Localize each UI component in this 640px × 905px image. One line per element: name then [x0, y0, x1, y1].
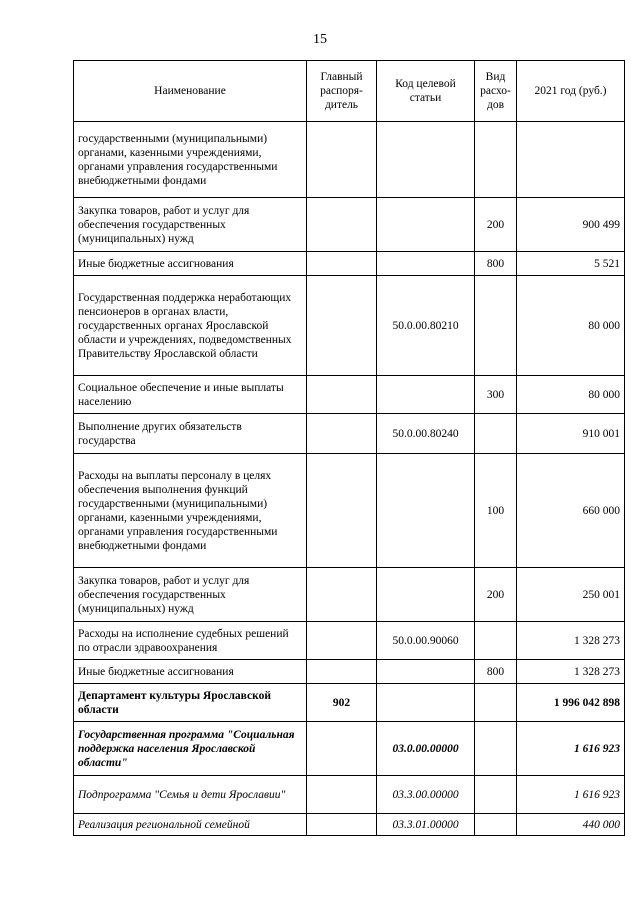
cell-target	[377, 122, 475, 198]
table-header-row	[74, 61, 625, 122]
cell-target	[377, 376, 475, 414]
cell-amount: 1 996 042 898	[517, 684, 625, 722]
table-row	[74, 684, 625, 722]
table-row	[74, 776, 625, 814]
table-row	[74, 376, 625, 414]
cell-amount: 1 616 923	[517, 776, 625, 814]
table-row	[74, 814, 625, 836]
header-kind: Вид расхо-дов	[475, 61, 517, 122]
page-number: 15	[313, 32, 327, 47]
header-target: Код целевой статьи	[377, 61, 475, 122]
table-row	[74, 252, 625, 276]
cell-amount: 440 000	[517, 814, 625, 836]
cell-kind: 800	[475, 252, 517, 276]
table-row	[74, 454, 625, 568]
header-manager: Главный распоря-дитель	[307, 61, 377, 122]
cell-name: Иные бюджетные ассигнования	[74, 252, 307, 276]
table-row	[74, 414, 625, 454]
table-row	[74, 568, 625, 622]
cell-target	[377, 684, 475, 722]
cell-name: Расходы на исполнение судебных решений по отрасли здравоохранения	[74, 622, 307, 660]
cell-target	[377, 454, 475, 568]
cell-manager	[307, 814, 377, 836]
cell-kind	[475, 776, 517, 814]
cell-amount: 660 000	[517, 454, 625, 568]
cell-target	[377, 568, 475, 622]
cell-manager	[307, 252, 377, 276]
cell-target: 03.3.01.00000	[377, 814, 475, 836]
table-row	[74, 622, 625, 660]
cell-name: Подпрограмма "Семья и дети Ярославии"	[74, 776, 307, 814]
cell-manager	[307, 722, 377, 776]
header-name: Наименование	[74, 61, 307, 122]
table-row	[74, 276, 625, 376]
cell-manager	[307, 454, 377, 568]
cell-amount: 1 328 273	[517, 660, 625, 684]
cell-target	[377, 252, 475, 276]
cell-manager	[307, 198, 377, 252]
cell-kind	[475, 814, 517, 836]
cell-kind: 300	[475, 376, 517, 414]
cell-name: Выполнение других обязательств государства	[74, 414, 307, 454]
cell-target	[377, 198, 475, 252]
cell-name: Расходы на выплаты персоналу в целях обеспечения выполнения функций государственными (муниципальными) органами, казенными учреждениями, органами управления государственными внебюджетными фондами	[74, 454, 307, 568]
cell-amount: 5 521	[517, 252, 625, 276]
cell-name: Социальное обеспечение и иные выплаты населению	[74, 376, 307, 414]
cell-manager	[307, 414, 377, 454]
cell-amount: 900 499	[517, 198, 625, 252]
cell-name: Государственная поддержка неработающих пенсионеров в органах власти, государственных органах Ярославской области и учреждениях, подведомственных Правительству Ярославской области	[74, 276, 307, 376]
cell-manager	[307, 276, 377, 376]
cell-name: Реализация региональной семейной	[74, 814, 307, 836]
cell-kind	[475, 722, 517, 776]
cell-name: Закупка товаров, работ и услуг для обеспечения государственных (муниципальных) нужд	[74, 198, 307, 252]
cell-kind	[475, 414, 517, 454]
cell-manager: 902	[307, 684, 377, 722]
cell-manager	[307, 122, 377, 198]
cell-manager	[307, 568, 377, 622]
cell-amount: 250 001	[517, 568, 625, 622]
cell-target: 50.0.00.80210	[377, 276, 475, 376]
cell-target: 03.0.00.00000	[377, 722, 475, 776]
cell-kind: 200	[475, 568, 517, 622]
cell-name: государственными (муниципальными) органами, казенными учреждениями, органами управления государственными внебюджетными фондами	[74, 122, 307, 198]
cell-kind	[475, 684, 517, 722]
cell-amount: 80 000	[517, 376, 625, 414]
cell-name: Иные бюджетные ассигнования	[74, 660, 307, 684]
cell-kind	[475, 276, 517, 376]
cell-name: Департамент культуры Ярославской области	[74, 684, 307, 722]
cell-kind	[475, 122, 517, 198]
cell-manager	[307, 660, 377, 684]
cell-target: 50.0.00.80240	[377, 414, 475, 454]
cell-kind: 200	[475, 198, 517, 252]
table-row	[74, 198, 625, 252]
cell-manager	[307, 376, 377, 414]
cell-amount: 1 328 273	[517, 622, 625, 660]
budget-table	[73, 60, 625, 836]
header-amount: 2021 год (руб.)	[517, 61, 625, 122]
cell-amount: 1 616 923	[517, 722, 625, 776]
cell-target: 03.3.00.00000	[377, 776, 475, 814]
cell-name: Государственная программа "Социальная поддержка населения Ярославской области"	[74, 722, 307, 776]
cell-name: Закупка товаров, работ и услуг для обеспечения государственных (муниципальных) нужд	[74, 568, 307, 622]
table-row	[74, 122, 625, 198]
cell-manager	[307, 776, 377, 814]
cell-target	[377, 660, 475, 684]
cell-kind	[475, 622, 517, 660]
cell-amount: 910 001	[517, 414, 625, 454]
cell-kind: 100	[475, 454, 517, 568]
cell-amount	[517, 122, 625, 198]
table-row	[74, 660, 625, 684]
cell-kind: 800	[475, 660, 517, 684]
cell-target: 50.0.00.90060	[377, 622, 475, 660]
cell-manager	[307, 622, 377, 660]
cell-amount: 80 000	[517, 276, 625, 376]
table-row	[74, 722, 625, 776]
